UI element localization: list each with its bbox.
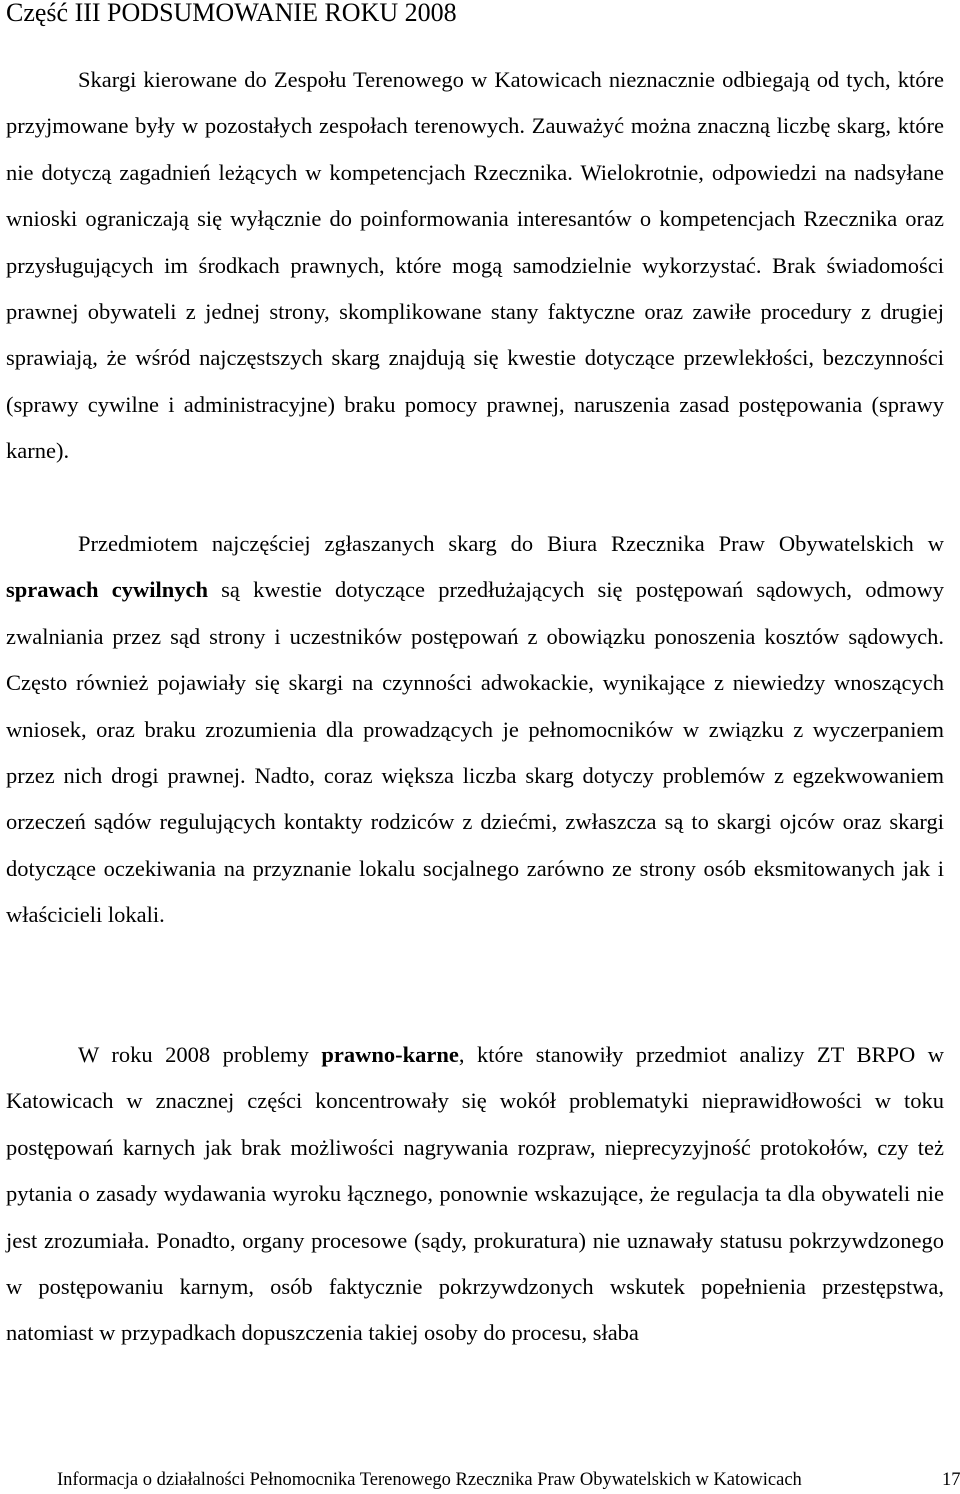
section-heading: Część III PODSUMOWANIE ROKU 2008 (6, 0, 457, 27)
paragraph-text: Skargi kierowane do Zespołu Terenowego w Katowicach nieznacznie odbiegają od tych, które przyjmowane były w pozostałych zespołach terenowych. Zauważyć można znaczną liczbę skarg, które nie dotyczą zagadnień leżących w kompetencjach Rzecznika. Wielokrotnie, odpowiedzi na nadsyłane wnioski ograniczają się wyłącznie do poinformowania interesantów o kompetencjach Rzecznika oraz przysługujących im środkach prawnych, które mogą samodzielnie wykorzystać. Brak świadomości prawnej obywateli z jednej strony, skomplikowane stany faktyczne oraz zawiłe procedury z drugiej sprawiają, że wśród najczęstszych skarg znajdują się kwestie dotyczące przewlekłości, bezczynności (sprawy cywilne i administracyjne) braku pomocy prawnej, naruszenia zasad postępowania (sprawy karne). (6, 67, 944, 464)
paragraph-text-before: W roku 2008 problemy (78, 1042, 322, 1067)
paragraph-text-after: są kwestie dotyczące przedłużających się postępowań sądowych, odmowy zwalniania przez sąd strony i uczestników postępowań z obowiązku ponoszenia kosztów sądowych. Często również pojawiały się skargi na czynności adwokackie, wynikające z niewiedzy wnoszących wniosek, oraz braku zrozumienia dla prowadzących je pełnomocników w związku z wyczerpaniem przez nich drogi prawnej. Nadto, coraz większa liczba skarg dotyczy problemów z egzekwowaniem orzeczeń sądów regulujących kontakty rodziców z dziećmi, zwłaszcza są to skargi ojców oraz skargi dotyczące oczekiwania na przyznanie lokalu socjalnego zarówno ze strony osób eksmitowanych jak i właścicieli lokali. (6, 577, 944, 928)
paragraph-criminal-cases (6, 1032, 944, 1357)
paragraph-text-after: , które stanowiły przedmiot analizy ZT BRPO w Katowicach w znacznej części koncentrowały się wokół problematyki nieprawidłowości w toku postępowań karnych jak brak możliwości nagrywania rozpraw, nieprecyzyjność protokołów, czy też pytania o zasady wydawania wyroku łącznego, ponownie wskazujące, że regulacja ta dla obywateli nie jest zrozumiała. Ponadto, organy procesowe (sądy, prokuratura) nie uznawały statusu pokrzywdzonego w postępowaniu karnym, osób faktycznie pokrzywdzonych wskutek popełnienia przestępstwa, natomiast w przypadkach dopuszczenia takiej osoby do procesu, słaba (6, 1042, 945, 1346)
bold-term-civil: sprawach cywilnych (6, 577, 208, 603)
paragraph-summary (6, 57, 944, 475)
paragraph-text-before: Przedmiotem najczęściej zgłaszanych skarg do Biura Rzecznika Praw Obywatelskich w (78, 531, 944, 556)
bold-term-criminal: prawno-karne (321, 1042, 459, 1067)
page-number: 17 (942, 1470, 960, 1490)
page-footer: Informacja o działalności Pełnomocnika Terenowego Rzecznika Praw Obywatelskich w Katowicach (57, 1470, 802, 1490)
paragraph-civil-cases (6, 521, 944, 939)
